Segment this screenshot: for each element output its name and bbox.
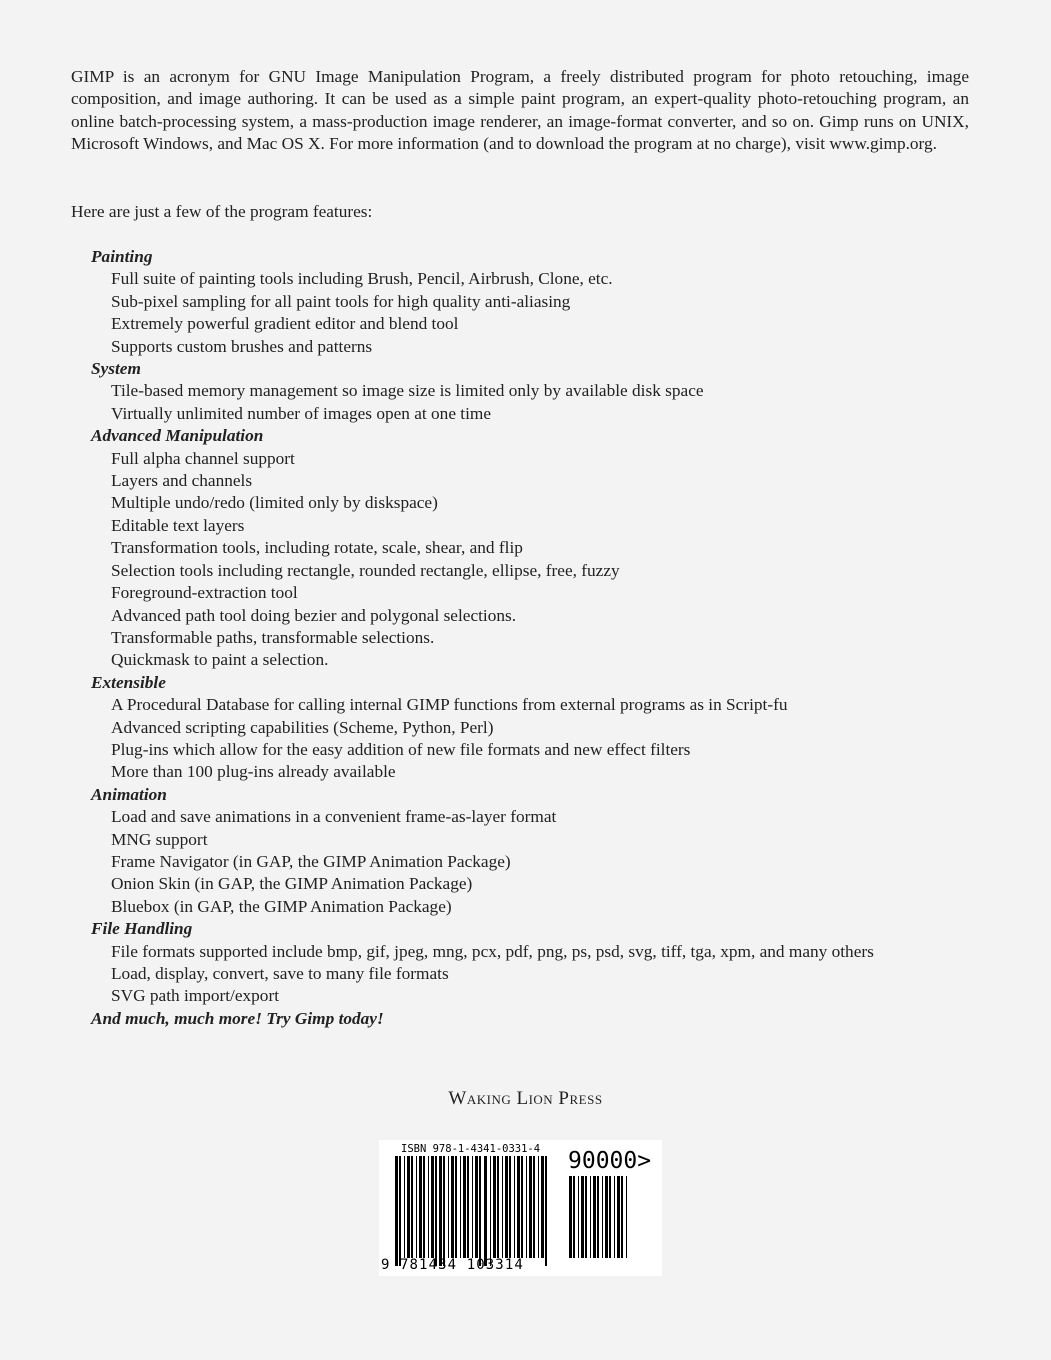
feature-item: Quickmask to paint a selection. [111,650,329,670]
feature-item: SVG path import/export [111,986,279,1006]
feature-item: Layers and channels [111,471,253,491]
category-items [91,941,991,1008]
feature-item: Advanced scripting capabilities (Scheme, Python, Perl) [111,717,494,737]
feature-item: Frame Navigator (in GAP, the GIMP Animation Package) [111,851,511,871]
barcode-bar [573,1176,575,1258]
category-items [91,806,991,918]
feature-item: File formats supported include bmp, gif, jpeg, mng, pcx, pdf, png, ps, psd, svg, tiff, tga, xpm, and many others [111,941,874,961]
category-items [91,694,991,784]
barcode-bar [460,1156,461,1258]
category-heading: System [91,359,141,379]
barcode-bar [514,1156,515,1258]
barcode-bar [485,1156,487,1266]
barcode-bar [509,1156,511,1258]
feature-item: Selection tools including rectangle, rounded rectangle, ellipse, free, fuzzy [111,560,620,580]
barcode-digits: 781434 103314 [400,1257,524,1273]
category-heading: Extensible [91,672,166,692]
feature-item: Load and save animations in a convenient frame-as-layer format [111,807,557,827]
barcode-bar [614,1176,615,1258]
barcode-bar [484,1156,485,1266]
barcode-bar [617,1176,620,1258]
barcode-bar [395,1156,398,1266]
feature-item: Virtually unlimited number of images open at one time [111,403,492,423]
barcode-bar [443,1156,445,1266]
feature-item: Bluebox (in GAP, the GIMP Animation Package) [111,896,452,916]
barcode-bar [451,1156,454,1258]
barcode-bar [585,1176,587,1258]
feature-list [91,246,991,1030]
feature-item: Full alpha channel support [111,448,295,468]
barcode-bar [407,1156,410,1258]
category-items [91,380,991,425]
closing-line: And much, much more! Try Gimp today! [91,1008,384,1028]
feature-item: Transformation tools, including rotate, scale, shear, and flip [111,538,523,558]
barcode-bar [399,1156,401,1266]
barcode-bar [569,1176,572,1258]
feature-item: Tile-based memory management so image size is limited only by available disk space [111,381,704,401]
barcode-bar [597,1176,599,1258]
barcode-bar [419,1156,422,1258]
barcode-bar [423,1156,425,1258]
barcode-bar [626,1176,627,1258]
feature-item: Plug-ins which allow for the easy addition of new file formats and new effect filters [111,739,691,759]
barcode-bar [463,1156,466,1258]
barcode-bar [581,1176,584,1258]
barcode-bar [455,1156,457,1258]
publisher-name: Waking Lion Press [448,1088,603,1109]
feature-item: Advanced path tool doing bezier and polygonal selections. [111,605,517,625]
barcode-bar [493,1156,496,1258]
feature-item: Sub-pixel sampling for all paint tools for high quality anti-aliasing [111,291,571,311]
category-heading: Advanced Manipulation [91,426,264,446]
feature-item: More than 100 plug-ins already available [111,762,396,782]
barcode-bar [529,1156,532,1258]
barcode-bar [502,1156,503,1258]
barcode-bar [490,1156,491,1266]
barcode-bar [521,1156,523,1258]
barcode-bar [411,1156,413,1258]
feature-item: MNG support [111,829,208,849]
features-lead-text: Here are just a few of the program features: [71,202,373,221]
isbn-label: ISBN 978-1-4341-0331-4 [401,1143,541,1155]
feature-item: Onion Skin (in GAP, the GIMP Animation Package) [111,874,473,894]
barcode-bar [593,1176,596,1258]
barcode-bar [428,1156,429,1258]
barcode-bar [609,1176,611,1258]
barcode-bar [578,1176,579,1258]
barcode-bar [467,1156,469,1258]
barcode-bar [479,1156,481,1266]
feature-item: Load, display, convert, save to many file formats [111,964,449,983]
category-items [91,448,991,672]
category-heading: File Handling [91,919,193,939]
barcode-bar [517,1156,520,1258]
category-heading: Animation [91,784,167,804]
barcode-bar [448,1156,449,1258]
barcode-bar [621,1176,623,1258]
barcode-bar [416,1156,417,1258]
barcode-bar [472,1156,473,1258]
price-code: 90000> [568,1148,652,1174]
barcode-bar [533,1156,535,1258]
barcode-bar [538,1156,539,1258]
barcode-bar [431,1156,434,1258]
barcode-bar [497,1156,499,1258]
barcode-bar [545,1156,547,1266]
category-heading: Painting [91,247,153,266]
intro-paragraph: GIMP is an acronym for GNU Image Manipulation Program, a freely distributed program for photo retouching, image composition, and image authoring. It can be used as a simple paint program, an expert-quality photo-retouching program, an online batch-processing system, a mass-production image renderer, an image-format converter, and so on. Gimp runs on UNIX, Microsoft Windows, and Mac OS X. For more information (and to download the program at no charge), visit www.gimp.org. [71,67,969,154]
feature-categories [91,246,991,1008]
feature-item: A Procedural Database for calling internal GIMP functions from external programs as in Script-fu [111,695,788,715]
feature-item: Full suite of painting tools including Brush, Pencil, Airbrush, Clone, etc. [111,269,613,289]
barcode-bar [605,1176,608,1258]
feature-item: Foreground-extraction tool [111,583,298,603]
feature-item: Multiple undo/redo (limited only by diskspace) [111,493,438,513]
feature-item: Supports custom brushes and patterns [111,336,373,356]
feature-item: Transformable paths, transformable selections. [111,627,435,647]
barcode-bar [541,1156,544,1258]
barcode-bar [505,1156,508,1258]
barcode-bar [590,1176,591,1258]
barcode-bar [439,1156,442,1266]
isbn-barcode [379,1140,662,1276]
barcode-bar [475,1156,478,1258]
barcode-bar [526,1156,527,1258]
barcode-bar [602,1176,603,1258]
feature-item: Extremely powerful gradient editor and blend tool [111,314,459,334]
feature-item: Editable text layers [111,515,245,535]
category-items [91,268,991,358]
barcode-bar [435,1156,437,1266]
barcode-first-digit: 9 [381,1257,390,1273]
barcode-bar [404,1156,405,1258]
